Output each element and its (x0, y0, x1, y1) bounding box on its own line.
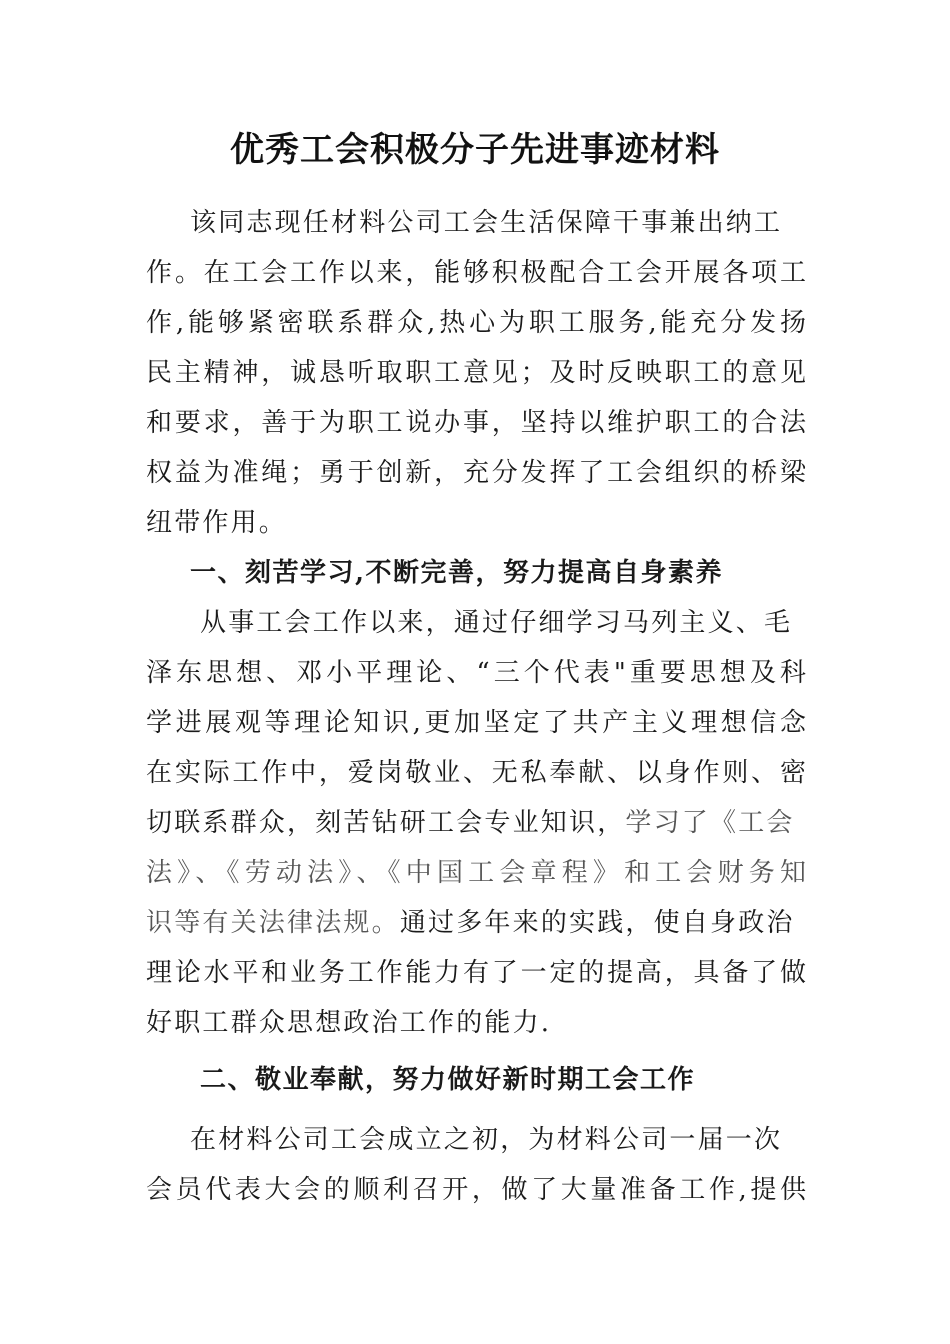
section-1-line-2: 泽东思想、邓小平理论、“三个代表"重要思想及科 (146, 658, 806, 688)
section-1-line-7a: 识等有关法律法规。 (146, 908, 400, 938)
section-1-line-9: 好职工群众思想政治工作的能力. (146, 1008, 552, 1038)
section-1-line-7 (146, 903, 806, 943)
section-1-line-1: 从事工会工作以来，通过仔细学习马列主义、毛 (200, 608, 793, 638)
section-1-line-7b: 通过多年来的实践，使自身政治 (399, 908, 795, 938)
intro-line-4: 民主精神，诚恳听取职工意见；及时反映职工的意见 (146, 358, 806, 388)
section-1-line-4: 在实际工作中，爱岗敬业、无私奉献、以身作则、密 (146, 758, 806, 788)
intro-line-1: 该同志现任材料公司工会生活保障干事兼出纳工 (190, 208, 783, 238)
section-1-line-3: 学进展观等理论知识,更加坚定了共产主义理想信念 (146, 708, 806, 738)
document-title: 优秀工会积极分子先进事迹材料 (230, 130, 720, 170)
intro-line-3: 作,能够紧密联系群众,热心为职工服务,能充分发扬 (146, 308, 806, 338)
section-1-line-5a: 切联系群众，刻苦钻研工会专业知识， (146, 808, 626, 838)
intro-line-7: 纽带作用。 (146, 508, 288, 538)
section-1-line-8: 理论水平和业务工作能力有了一定的提高，具备了做 (146, 958, 806, 988)
section-1-line-5b: 学习了《工会 (625, 808, 795, 838)
section-1-line-5 (146, 803, 806, 843)
intro-line-2: 作。在工会工作以来，能够积极配合工会开展各项工 (146, 258, 806, 288)
intro-line-6: 权益为准绳；勇于创新，充分发挥了工会组织的桥梁 (146, 458, 806, 488)
section-2-line-1: 在材料公司工会成立之初，为材料公司一届一次 (190, 1125, 783, 1155)
intro-line-5: 和要求，善于为职工说办事，坚持以维护职工的合法 (146, 408, 806, 438)
section-2-heading: 二、敬业奉献，努力做好新时期工会工作 (200, 1065, 696, 1095)
section-1-heading: 一、刻苦学习,不断完善，努力提高自身素养 (190, 558, 724, 588)
section-1-line-6: 法》、《劳动法》、《中国工会章程》和工会财务知 (146, 858, 806, 888)
section-2-line-2: 会员代表大会的顺利召开，做了大量准备工作,提供 (146, 1175, 806, 1205)
